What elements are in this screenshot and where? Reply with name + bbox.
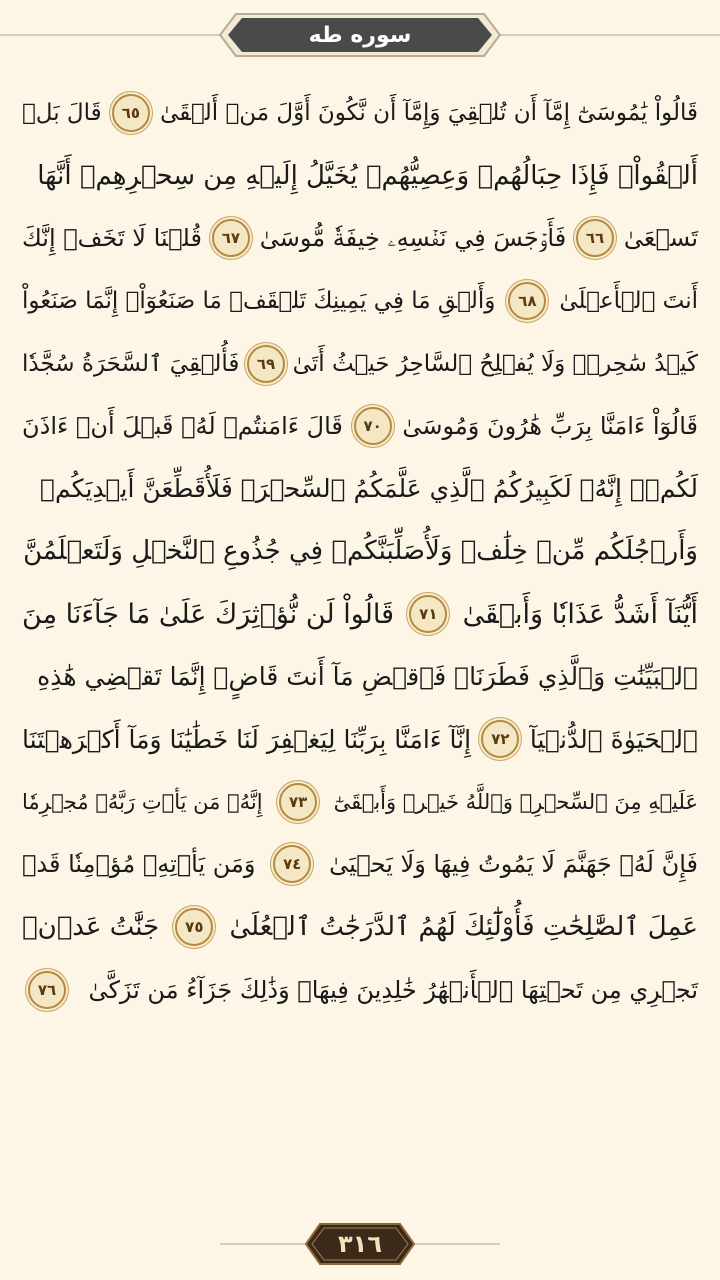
- verse-text: أَلۡقُواْۖ فَإِذَا حِبَالُهُمۡ وَعِصِيُّهُمۡ يُخَيَّلُ إِلَيۡهِ مِن سِحۡرِهِمۡ أَنَّهَا: [37, 160, 698, 191]
- ayah-number-marker: ٧٢: [481, 720, 519, 758]
- verse-line: [22, 583, 698, 646]
- verse-text: تَجۡرِي مِن تَحۡتِهَا ٱلۡأَنۡهَٰرُ خَٰلِدِينَ فِيهَاۚ وَذَٰلِكَ جَزَآءُ مَن تَزَكَّىٰ: [88, 975, 698, 1004]
- verse-text: قُلۡنَا لَا تَخَفۡ إِنَّكَ: [22, 224, 202, 253]
- ayah-number-marker: ٧٤: [273, 845, 311, 883]
- verse-line: [22, 395, 698, 458]
- verse-text: كَيۡدُ سَٰحِرٖۖ وَلَا يُفۡلِحُ ٱلسَّاحِرُ حَيۡثُ أَتَىٰ: [292, 350, 698, 377]
- verse-line: [22, 207, 698, 270]
- footer-divider-left: [220, 1243, 310, 1245]
- verse-line: [22, 145, 698, 208]
- surah-title: سوره طه: [308, 22, 412, 48]
- verse-line: [22, 645, 698, 708]
- page-footer: [0, 1218, 720, 1270]
- verse-line: [22, 270, 698, 333]
- verse-text: قَالُواْ لَن نُّؤۡثِرَكَ عَلَىٰ مَا جَآءَنَا مِنَ: [22, 598, 395, 630]
- verse-text: عَمِلَ ٱلصَّٰلِحَٰتِ فَأُوْلَٰٓئِكَ لَهُمُ ٱلدَّرَجَٰتُ ٱلۡعُلَىٰ: [229, 912, 698, 943]
- verse-text: وَأَلۡقِ مَا فِي يَمِينِكَ تَلۡقَفۡ مَا صَنَعُوٓاْۖ إِنَّمَا صَنَعُواْ: [22, 288, 496, 315]
- verse-line: [22, 958, 698, 1021]
- ayah-number-marker: ٦٨: [508, 282, 546, 320]
- verse-text: لَكُمۡۖ إِنَّهُۥ لَكَبِيرُكُمُ ٱلَّذِي عَلَّمَكُمُ ٱلسِّحۡرَۖ فَلَأُقَطِّعَنَّ أَيۡدِيَكُمۡ: [40, 474, 698, 504]
- verse-text: قَالَ بَلۡ: [22, 100, 102, 127]
- page-header: [0, 0, 720, 68]
- verse-line: [22, 82, 698, 145]
- verse-text: عَلَيۡهِ مِنَ ٱلسِّحۡرِۗ وَٱللَّهُ خَيۡرٞ وَأَبۡقَىٰٓ: [333, 789, 698, 814]
- quran-text: [22, 82, 698, 1210]
- verse-line: [22, 896, 698, 959]
- verse-text: إِنَّهُۥ مَن يَأۡتِ رَبَّهُۥ مُجۡرِمٗا: [22, 789, 263, 814]
- verse-line: [22, 520, 698, 583]
- verse-text: ٱلۡبَيِّنَٰتِ وَٱلَّذِي فَطَرَنَاۖ فَٱقۡضِ مَآ أَنتَ قَاضٍۖ إِنَّمَا تَقۡضِي هَٰذِهِ: [37, 662, 698, 692]
- verse-text: أَيُّنَآ أَشَدُّ عَذَابٗا وَأَبۡقَىٰ: [462, 598, 698, 630]
- verse-text: فَأُلۡقِيَ ٱلسَّحَرَةُ سُجَّدٗا: [22, 350, 240, 377]
- ayah-number-marker: ٦٩: [247, 345, 285, 383]
- ayah-number-marker: ٦٧: [212, 219, 250, 257]
- verse-text: وَمَن يَأۡتِهِۦ مُؤۡمِنٗا قَدۡ: [22, 850, 256, 879]
- ayah-number-marker: ٧٣: [279, 783, 317, 821]
- ayah-number-marker: ٧٦: [28, 971, 66, 1009]
- verse-line: [22, 708, 698, 771]
- surah-banner: [218, 12, 502, 58]
- page-number-badge: [304, 1222, 416, 1266]
- verse-line: [22, 332, 698, 395]
- verse-text: ٱلۡحَيَوٰةَ ٱلدُّنۡيَآ: [529, 724, 698, 754]
- ayah-number-marker: ٦٦: [576, 219, 614, 257]
- verse-text: جَنَّٰتُ عَدۡنٖ: [22, 912, 160, 943]
- page-number: ٣١٦: [338, 1230, 382, 1258]
- ayah-number-marker: ٧٥: [175, 908, 213, 946]
- verse-text: فَإِنَّ لَهُۥ جَهَنَّمَ لَا يَمُوتُ فِيهَا وَلَا يَحۡيَىٰ: [329, 850, 698, 879]
- verse-text: قَالَ ءَامَنتُمۡ لَهُۥ قَبۡلَ أَنۡ ءَاذَنَ: [22, 412, 343, 441]
- verse-text: قَالُوٓاْ ءَامَنَّا بِرَبِّ هَٰرُونَ وَمُوسَىٰ: [402, 412, 698, 441]
- verse-text: قَالُواْ يَٰمُوسَىٰٓ إِمَّآ أَن تُلۡقِيَ وَإِمَّآ أَن نَّكُونَ أَوَّلَ مَنۡ أَلۡقَىٰ: [160, 100, 698, 127]
- verse-line: [22, 458, 698, 521]
- ayah-number-marker: ٧١: [409, 595, 447, 633]
- footer-divider-right: [410, 1243, 500, 1245]
- verse-text: أَنتَ ٱلۡأَعۡلَىٰ: [559, 288, 698, 315]
- verse-text: فَأَوۡجَسَ فِي نَفۡسِهِۦ خِيفَةٗ مُّوسَىٰ: [259, 224, 567, 253]
- verse-text: إِنَّآ ءَامَنَّا بِرَبِّنَا لِيَغۡفِرَ لَنَا خَطَٰيَٰنَا وَمَآ أَكۡرَهۡتَنَا: [22, 724, 472, 754]
- verse-line: [22, 771, 698, 834]
- verse-text: تَسۡعَىٰ: [623, 224, 698, 253]
- ayah-number-marker: ٦٥: [112, 94, 150, 132]
- verse-text: وَأَرۡجُلَكُم مِّنۡ خِلَٰفٖ وَلَأُصَلِّبَنَّكُمۡ فِي جُذُوعِ ٱلنَّخۡلِ وَلَتَعۡلَمُنَّ: [23, 536, 698, 567]
- ayah-number-marker: ٧٠: [354, 407, 392, 445]
- verse-line: [22, 833, 698, 896]
